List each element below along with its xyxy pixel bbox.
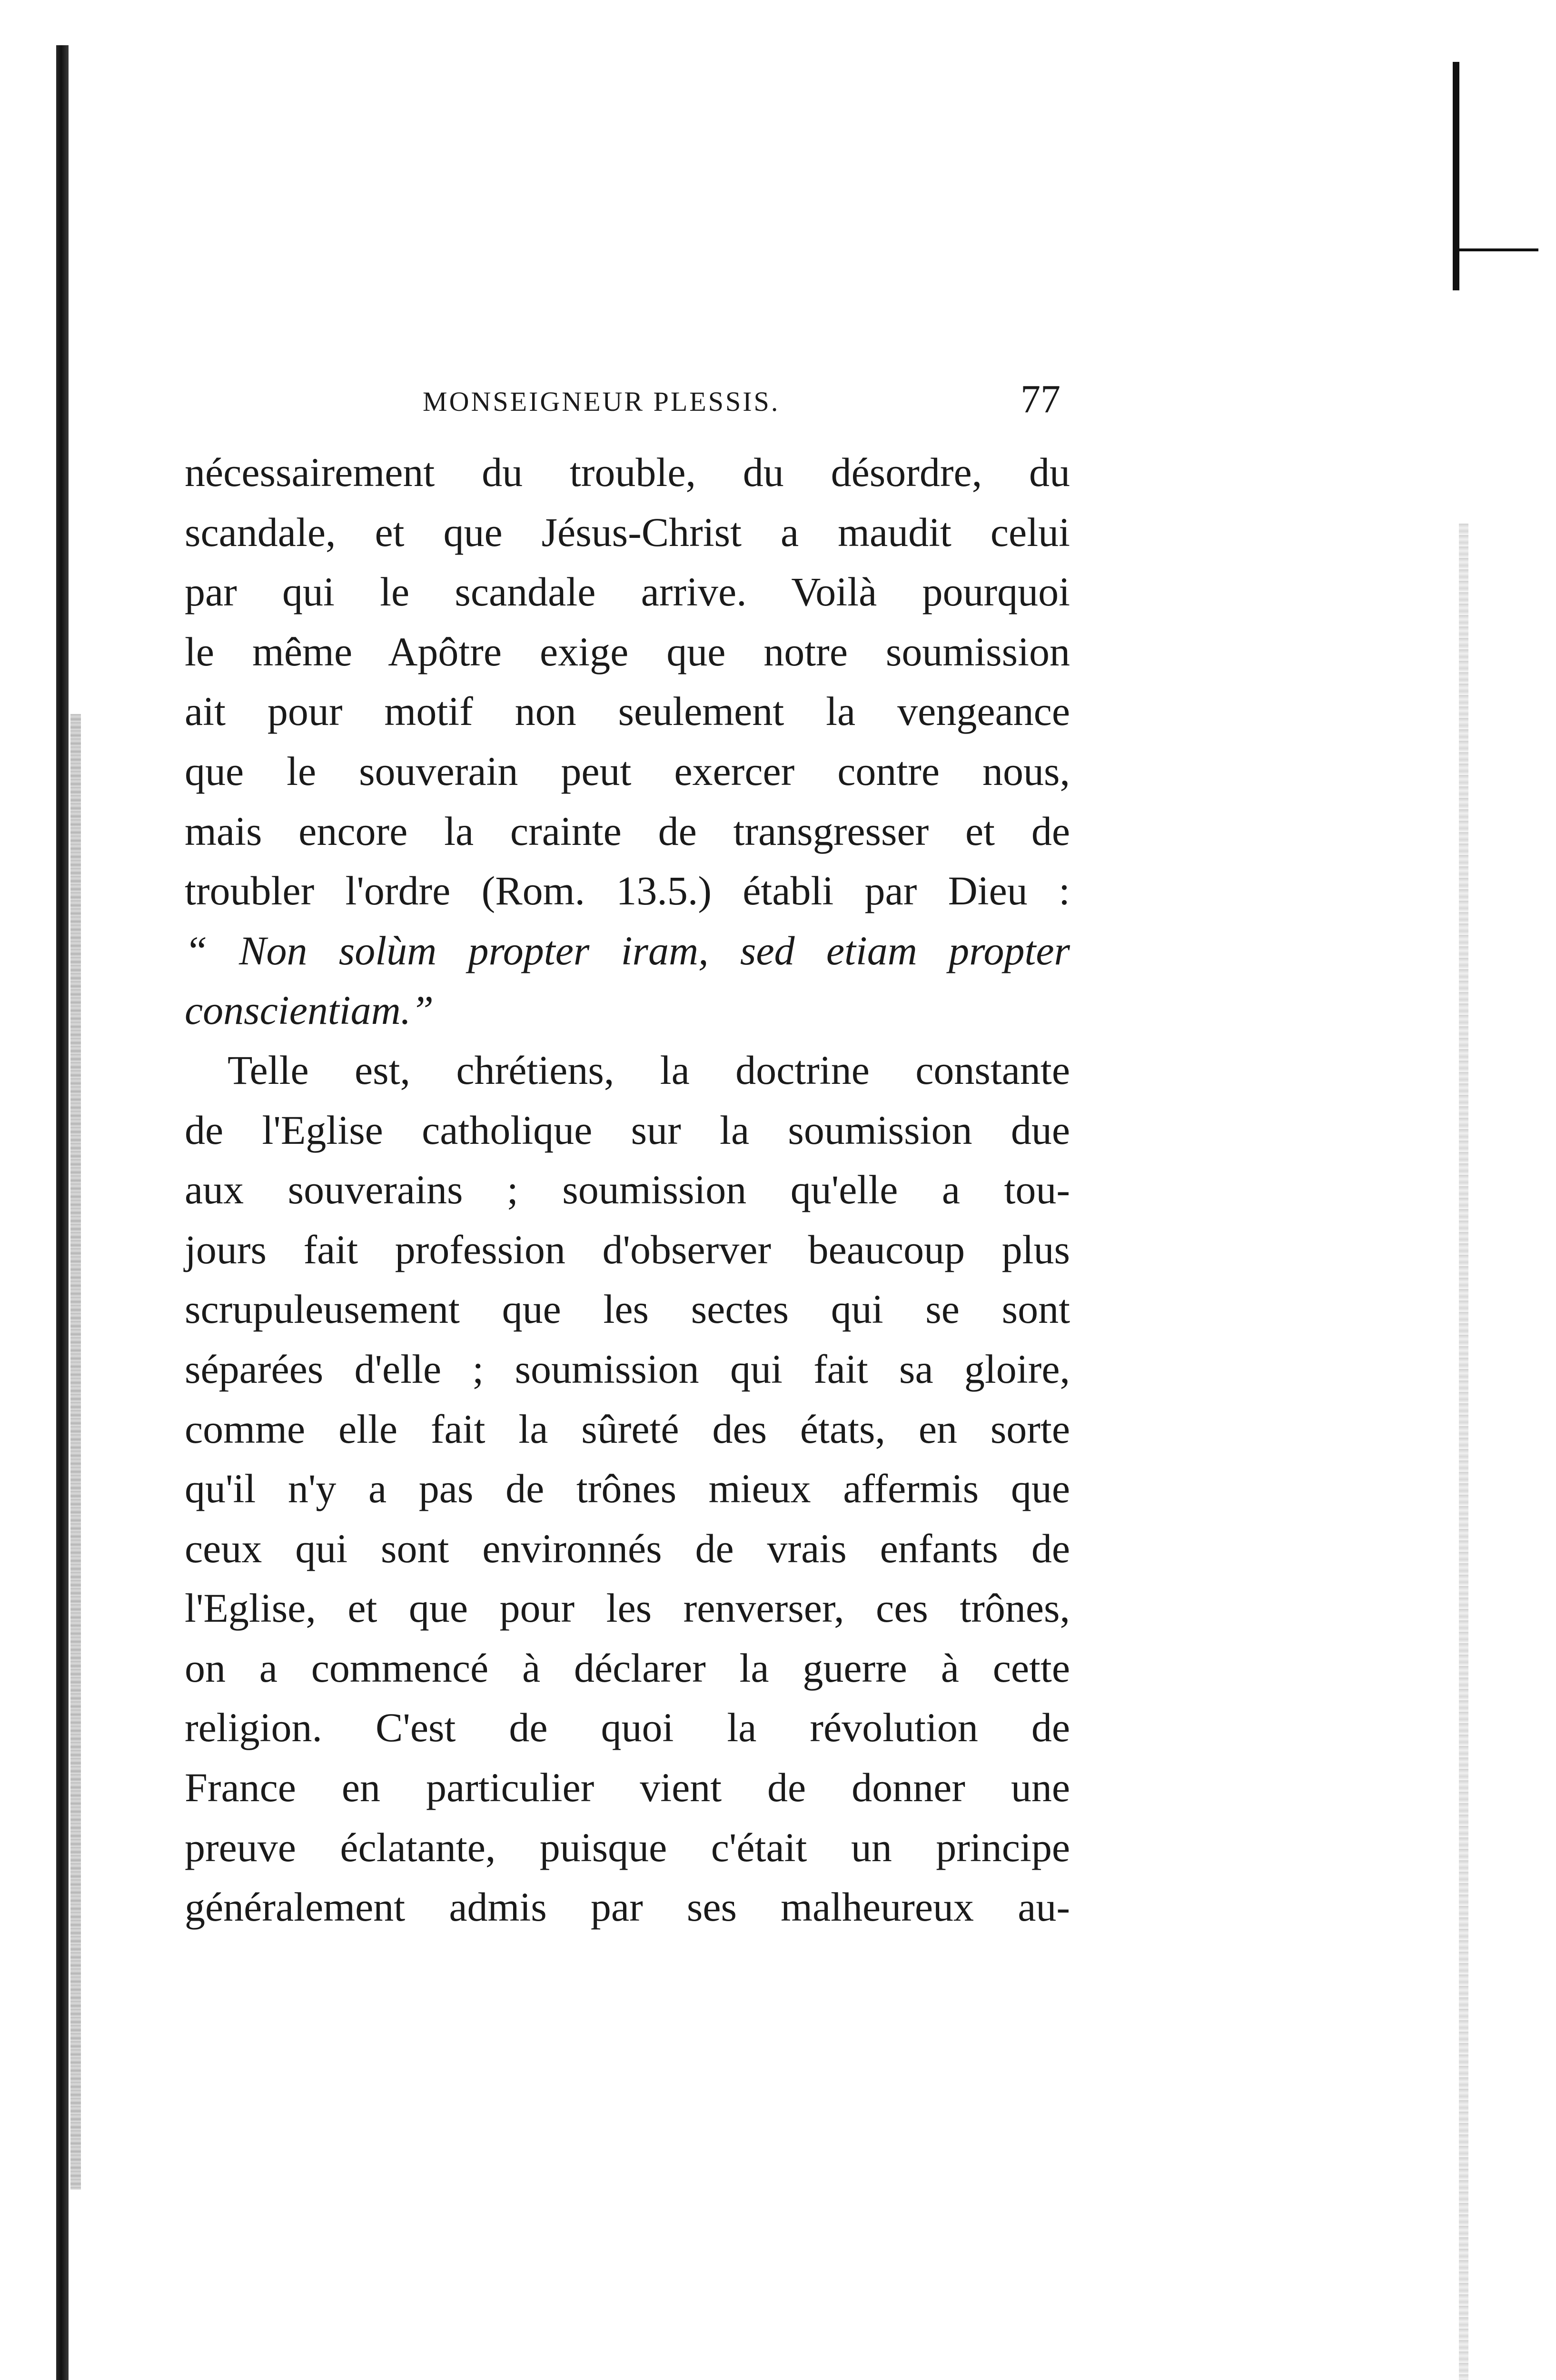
scan-right-edge-tick [1453,248,1538,251]
text-line: scandale, et que Jésus-Christ a maudit celui [185,509,1070,555]
page-number: 77 [1021,377,1060,421]
text-line: séparées d'elle ; soumission qui fait sa gloire, [185,1346,1070,1392]
latin-quote-line: “ Non solùm propter iram, sed etiam propter [185,927,1070,973]
text-line: qu'il n'y a pas de trônes mieux affermis que [185,1466,1070,1512]
text-line: jours fait profession d'observer beaucoup plus [185,1226,1070,1272]
scan-right-edge-speckle [1459,524,1468,2380]
scan-binding-shadow [56,45,69,2380]
scan-right-edge-line [1453,62,1459,290]
text-line: scrupuleusement que les sectes qui se sont [185,1286,1070,1332]
paragraph-first-line: Telle est, chrétiens, la doctrine constante [228,1047,1070,1093]
running-title: MONSEIGNEUR PLESSIS. [423,386,780,417]
text-line: de l'Eglise catholique sur la soumission due [185,1107,1070,1153]
text-line: religion. C'est de quoi la révolution de [185,1705,1070,1751]
text-line: mais encore la crainte de transgresser et de [185,808,1070,854]
latin-quote-line: conscientiam.” [185,987,434,1033]
text-line: comme elle fait la sûreté des états, en sorte [185,1406,1070,1452]
text-line: France en particulier vient de donner une [185,1765,1070,1811]
text-line: on a commencé à déclarer la guerre à cette [185,1645,1070,1691]
book-page [185,376,1070,1937]
text-line: l'Eglise, et que pour les renverser, ces trônes, [185,1585,1070,1631]
text-line: par qui le scandale arrive. Voilà pourquoi [185,569,1070,615]
text-line: généralement admis par ses malheureux au- [185,1884,1070,1930]
text-line: aux souverains ; soumission qu'elle a tou- [185,1167,1070,1213]
text-line: nécessairement du trouble, du désordre, du [185,449,1070,495]
text-line: ceux qui sont environnés de vrais enfants de [185,1525,1070,1571]
text-line: troubler l'ordre (Rom. 13.5.) établi par Dieu : [185,868,1070,914]
scan-binding-speckle [70,714,81,2190]
text-line: que le souverain peut exercer contre nous, [185,748,1070,794]
body-text [185,443,1070,1937]
running-head [185,376,1070,443]
text-line: preuve éclatante, puisque c'était un principe [185,1824,1070,1870]
text-line: ait pour motif non seulement la vengeance [185,688,1070,734]
text-line: le même Apôtre exige que notre soumission [185,628,1070,674]
